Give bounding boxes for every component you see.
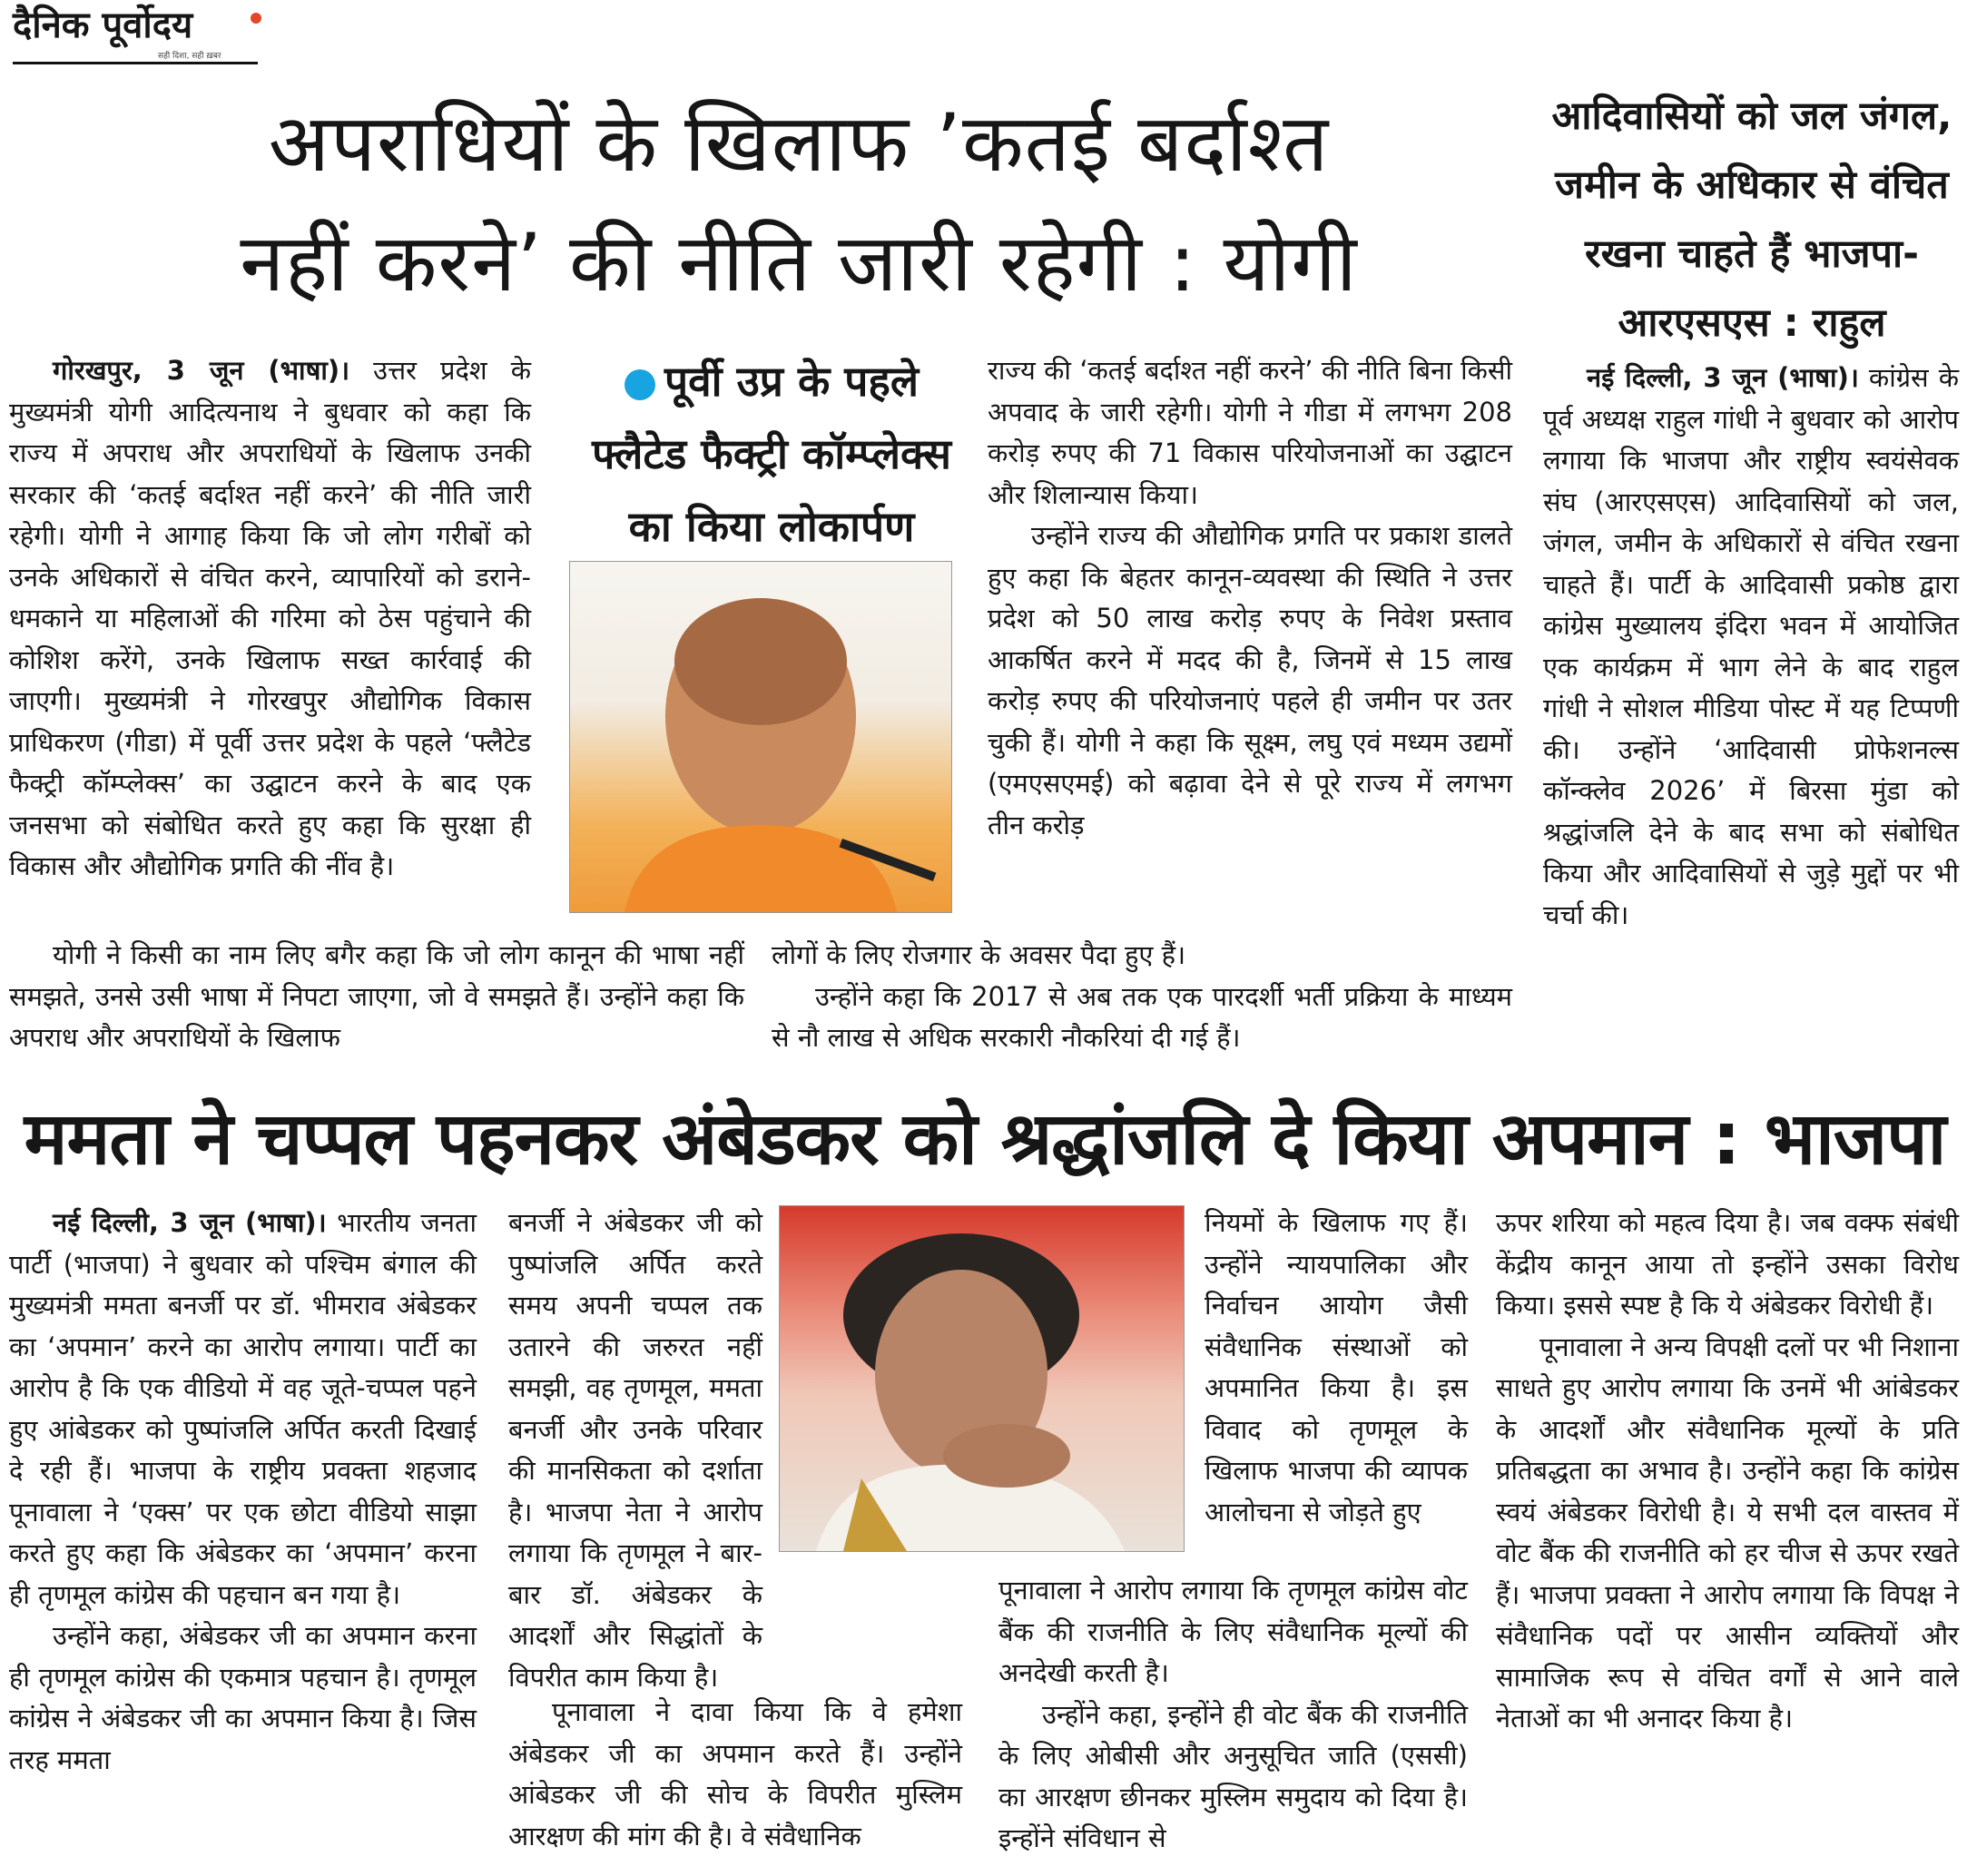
article3-col2-bottom	[508, 1692, 962, 1857]
article3-col2-p2: पूनावाला ने दावा किया कि वे हमेशा अंबेडकर जी का अपमान करते हैं। उन्होंने आंबेडकर जी की सोच के विपरीत मुस्लिम आरक्षण की मांग की है। वे संवैधानिक	[508, 1696, 962, 1851]
article3-col2-top	[508, 1203, 762, 1698]
article3-col4-p1: ऊपर शरिया को महत्व दिया है। जब वक्फ संबंधी केंद्रीय कानून आया तो इन्होंने उसका विरोध किया। इससे स्पष्ट है कि ये अंबेडकर विरोधी हैं।	[1496, 1207, 1959, 1321]
article2-body-text: कांग्रेस के पूर्व अध्यक्ष राहुल गांधी ने बुधवार को आरोप लगाया कि भाजपा और राष्ट्रीय स्वयंसेवक संघ (आरएसएस) आदिवासियों को जल, जंगल, जमीन के अधिकारों से वंचित रखना चाहते हैं। पार्टी के आदिवासी प्रकोष्ठ द्वारा कांग्रेस मुख्यालय इंदिरा भवन में आयोजित एक कार्यक्रम में भाग लेने के बाद राहुल गांधी ने सोशल मीडिया पोस्ट में यह टिप्पणी की। उन्होंने ‘आदिवासी प्रोफेशनल्स कॉन्क्लेव 2026’ में बिरसा मुंडा को श्रद्धांजलि देने के बाद सभा को संबोधित किया और आदिवासियों से जुड़े मुद्दों पर भी चर्चा की।	[1543, 362, 1960, 930]
article1-kicker	[572, 345, 971, 563]
bullet-dot-icon	[625, 369, 655, 400]
mamata-photo	[779, 1205, 1185, 1552]
article2-dateline: नई दिल्ली, 3 जून (भाषा)।	[1587, 362, 1859, 393]
article1-dateline: गोरखपुर, 3 जून (भाषा)।	[53, 355, 350, 386]
article1-col3-p1: राज्य की ‘कतई बर्दाश्त नहीं करने’ की नीति बिना किसी अपवाद के जारी रहेगी। योगी ने गीडा में लगभग 208 करोड़ रुपए की 71 विकास परियोजनाओं का उद्घाटन और शिलान्यास किया।	[988, 355, 1512, 510]
article3-col2-p1: बनर्जी ने अंबेडकर जी को पुष्पांजलि अर्पित करते समय अपनी चप्पल तक उतारने की जरुरत नहीं समझी, वह तृणमूल, ममता बनर्जी और उनके परिवार की मानसिकता को दर्शाता है। भाजपा नेता ने आरोप लगाया कि तृणमूल ने बार-बार डॉ. अंबेडकर के आदर्शों और सिद्धांतों के विपरीत काम किया है।	[508, 1207, 762, 1693]
yogi-photo-illustration	[570, 562, 951, 912]
masthead-dot-icon	[251, 13, 261, 24]
masthead-title: दैनिक पूर्वोदय	[13, 5, 193, 46]
article3-col1-p2: उन्होंने कहा, अंबेडकर जी का अपमान करना ही तृणमूल कांग्रेस की एकमात्र पहचान है। तृणमूल कांग्रेस ने अंबेडकर जी का अपमान किया है। जिस तरह ममता	[9, 1620, 477, 1775]
article1-col3-top	[988, 350, 1512, 846]
article1-col3-p3: लोगों के लिए रोजगार के अवसर पैदा हुए हैं।	[772, 939, 1186, 970]
article3-col3-top	[1205, 1203, 1468, 1533]
article1-col1-p1: उत्तर प्रदेश के मुख्यमंत्री योगी आदित्यनाथ ने बुधवार को कहा कि राज्य में अपराध और अपराधियों के खिलाफ उनकी सरकार की ‘कतई बर्दाश्त नहीं करने’ की नीति जारी रहेगी। योगी ने आगाह किया कि जो लोग गरीबों को उनके अधिकारों से वंचित करने, व्यापारियों को डराने-धमकाने या महिलाओं की गरिमा को ठेस पहुंचाने की कोशिश करेंगे, उनके खिलाफ सख्त कार्रवाई की जाएगी। मुख्यमंत्री ने गोरखपुर औद्योगिक विकास प्राधिकरण (गीडा) में पूर्वी उत्तर प्रदेश के पहले ‘फ्लैटेड फैक्ट्री कॉम्प्लेक्स’ का उद्घाटन करने के बाद एक जनसभा को संबोधित करते हुए कहा कि सुरक्षा ही विकास और औद्योगिक प्रगति की नींव है।	[9, 355, 532, 881]
article1-headline-line1: अपराधियों के खिलाफ ’कतई बर्दाश्त	[268, 96, 1330, 190]
article3-headline: ममता ने चप्पल पहनकर अंबेडकर को श्रद्धांजलि दे किया अपमान : भाजपा	[24, 1096, 1946, 1181]
article3-col3-p2: पूनावाला ने आरोप लगाया कि तृणमूल कांग्रेस वोट बैंक की राजनीति के लिए संवैधानिक मूल्यों की अनदेखी करती है।	[998, 1575, 1468, 1688]
article3-col4	[1496, 1203, 1959, 1740]
article3-dateline: नई दिल्ली, 3 जून (भाषा)।	[53, 1207, 327, 1238]
article3-col3-p1: नियमों के खिलाफ गए हैं। उन्होंने न्यायपालिका और निर्वाचन आयोग जैसी संवैधानिक संस्थाओं को अपमानित किया है। इस विवाद को तृणमूल के खिलाफ भाजपा की व्यापक आलोचना से जोड़ते हुए	[1205, 1207, 1468, 1527]
article1-col1	[9, 350, 531, 888]
masthead	[13, 4, 285, 67]
article1-col1-p2: योगी ने किसी का नाम लिए बगैर कहा कि जो लोग कानून की भाषा नहीं समझते, उनसे उसी भाषा में निपटा जाएगा, जो वे समझते हैं। उन्होंने कहा कि अपराध और अपराधियों के खिलाफ	[9, 939, 744, 1053]
article3-col4-p2: पूनावाला ने अन्य विपक्षी दलों पर भी निशाना साधते हुए आरोप लगाया कि उनमें भी आंबेडकर के आदर्शों और संवैधानिक मूल्यों के प्रति प्रतिबद्धता का अभाव है। उन्होंने कहा कि कांग्रेस स्वयं अंबेडकर विरोधी है। ये सभी दल वास्तव में वोट बैंक की राजनीति को हर चीज से ऊपर रखते हैं। भाजपा प्रवक्ता ने आरोप लगाया कि विपक्ष ने संवैधानिक पदों पर आसीन व्यक्तियों और सामाजिक रूप से वंचित वर्गों से आने वाले नेताओं का भी अनादर किया है।	[1496, 1331, 1959, 1734]
article1-headline	[54, 83, 1543, 323]
article1-col3-p2: उन्होंने राज्य की औद्योगिक प्रगति पर प्रकाश डालते हुए कहा कि बेहतर कानून-व्यवस्था की स्थिति ने उत्तर प्रदेश को 50 लाख करोड़ रुपए के निवेश प्रस्ताव आकर्षित करने में मदद की है, जिनमें से 15 लाख करोड़ रुपए की परियोजनाएं पहले ही जमीन पर उतर चुकी हैं। योगी ने कहा कि सूक्ष्म, लघु एवं मध्यम उद्यमों (एमएसएमई) को बढ़ावा देने से पूरे राज्य में लगभग तीन करोड़	[988, 520, 1512, 840]
article3-col3-p3: उन्होंने कहा, इन्होंने ही वोट बैंक की राजनीति के लिए ओबीसी और अनुसूचित जाति (एससी) का आरक्षण छीनकर मुस्लिम समुदाय को दिया है। इन्होंने संविधान से	[998, 1698, 1468, 1853]
mamata-photo-illustration	[780, 1206, 1184, 1551]
masthead-rule	[13, 62, 258, 64]
article1-col3-bottom	[772, 935, 1512, 1059]
yogi-photo	[569, 561, 952, 913]
article2-body	[1543, 358, 1959, 936]
article3-col1	[9, 1203, 477, 1781]
article1-kicker-text: पूर्वी उप्र के पहले फ्लैटेड फैक्ट्री कॉम्प्लेक्स का किया लोकार्पण	[592, 357, 951, 551]
article1-col1-bottom	[9, 935, 744, 1059]
article1-col3-p4: उन्होंने कहा कि 2017 से अब तक एक पारदर्शी भर्ती प्रक्रिया के माध्यम से नौ लाख से अधिक सरकारी नौकरियां दी गई हैं।	[772, 980, 1512, 1053]
article1-headline-line2: नहीं करने’ की नीति जारी रहेगी : योगी	[240, 216, 1358, 309]
article3-col1-p1: भारतीय जनता पार्टी (भाजपा) ने बुधवार को पश्चिम बंगाल की मुख्यमंत्री ममता बनर्जी पर डॉ. भीमराव अंबेडकर का ‘अपमान’ करने का आरोप लगाया। पार्टी का आरोप है कि एक वीडियो में वह जूते-चप्पल पहने हुए आंबेडकर को पुष्पांजलि अर्पित करती दिखाई दे रही हैं। भाजपा के राष्ट्रीय प्रवक्ता शहजाद पूनावाला ने ‘एक्स’ पर एक छोटा वीडियो साझा करते हुए कहा कि अंबेडकर का ‘अपमान’ करना ही तृणमूल कांग्रेस की पहचान बन गया है।	[9, 1207, 477, 1610]
article2-headline: आदिवासियों को जल जंगल, जमीन के अधिकार से वंचित रखना चाहते हैं भाजपा-आरएसएस : राहुल	[1551, 93, 1952, 346]
masthead-tagline: सही दिशा, सही ख़बर	[158, 52, 221, 61]
article3-col3-bottom	[998, 1570, 1468, 1860]
